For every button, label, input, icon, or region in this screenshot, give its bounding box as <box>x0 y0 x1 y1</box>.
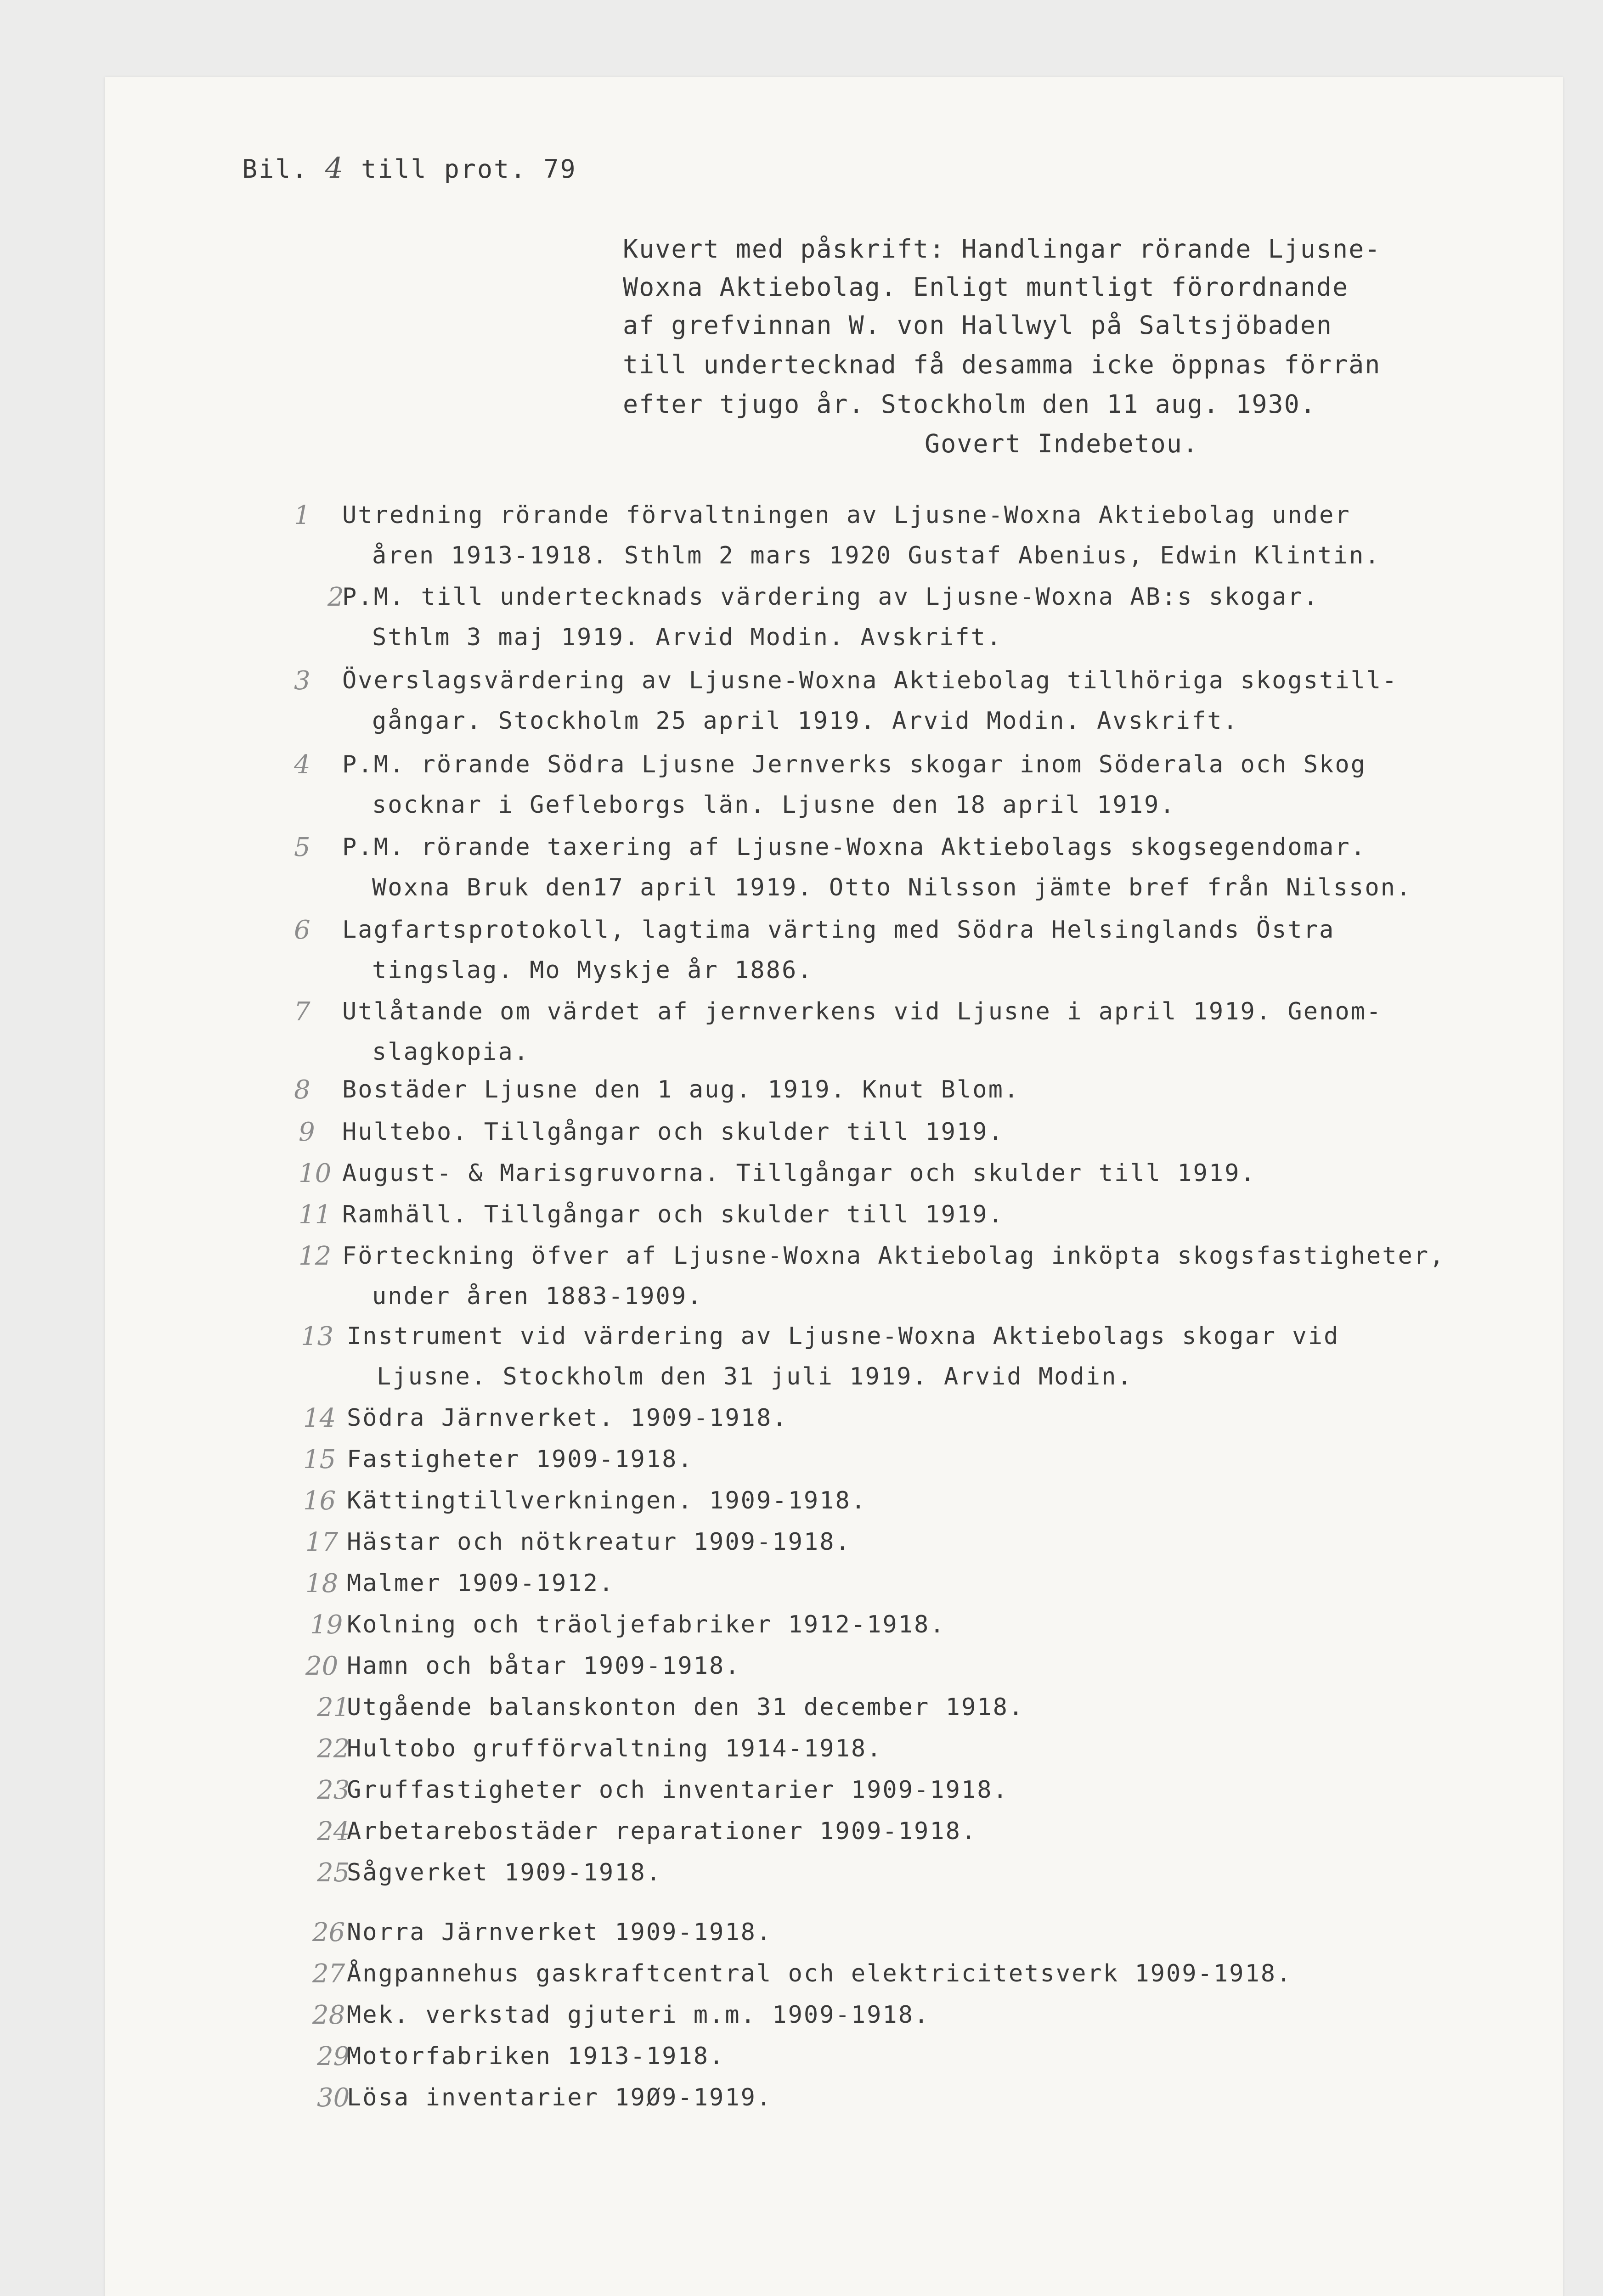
item-number: 5 <box>294 833 310 862</box>
header-line: Woxna Aktiebolag. Enligt muntligt förordnande <box>623 272 1349 302</box>
item-number: 4 <box>294 750 310 780</box>
item-number: 23 <box>317 1775 350 1805</box>
item-text-continuation: under åren 1883-1909. <box>372 1283 703 1310</box>
item-text: Fastigheter 1909-1918. <box>347 1446 694 1473</box>
item-number: 24 <box>317 1817 350 1846</box>
item-text: Utlåtande om värdet af jernverkens vid Ljusne i april 1919. Genom- <box>342 998 1383 1025</box>
item-text-continuation: åren 1913-1918. Sthlm 2 mars 1920 Gustaf Abenius, Edwin Klintin. <box>372 542 1381 569</box>
item-number: 30 <box>317 2083 350 2113</box>
item-text: P.M. rörande taxering af Ljusne-Woxna Aktiebolags skogsegendomar. <box>342 833 1366 861</box>
item-number: 6 <box>294 915 310 945</box>
item-text: Mek. verkstad gjuteri m.m. 1909-1918. <box>347 2001 930 2029</box>
item-number: 13 <box>301 1322 334 1351</box>
title-suffix: till prot. 79 <box>361 154 577 184</box>
item-text-continuation: slagkopia. <box>372 1038 530 1066</box>
item-number: 8 <box>294 1075 310 1105</box>
item-number: 19 <box>310 1610 343 1640</box>
item-number: 1 <box>294 501 310 530</box>
item-text: Norra Järnverket 1909-1918. <box>347 1919 773 1946</box>
item-text: Malmer 1909-1912. <box>347 1570 615 1597</box>
item-text: Överslagsvärdering av Ljusne-Woxna Aktiebolag tillhöriga skogstill- <box>342 667 1398 694</box>
item-number: 11 <box>299 1200 332 1230</box>
item-text: Lösa inventarier 19Ø9-1919. <box>347 2084 773 2111</box>
item-text: August- & Marisgruvorna. Tillgångar och skulder till 1919. <box>342 1159 1256 1187</box>
item-text: Lagfartsprotokoll, lagtima värting med Södra Helsinglands Östra <box>342 916 1335 944</box>
signature-line: Govert Indebetou. <box>925 429 1199 458</box>
title-reference <box>242 148 577 189</box>
item-text: Hamn och båtar 1909-1918. <box>347 1652 741 1680</box>
item-text-continuation: Sthlm 3 maj 1919. Arvid Modin. Avskrift. <box>372 624 1003 651</box>
item-number: 2 <box>327 582 344 612</box>
item-text: Utredning rörande förvaltningen av Ljusne-Woxna Aktiebolag under <box>342 501 1351 529</box>
item-number: 26 <box>312 1918 345 1947</box>
item-number: 17 <box>305 1527 339 1557</box>
header-line: Kuvert med påskrift: Handlingar rörande Ljusne- <box>623 234 1381 264</box>
item-text: Södra Järnverket. 1909-1918. <box>347 1404 788 1432</box>
item-text-continuation: Ljusne. Stockholm den 31 juli 1919. Arvid Modin. <box>377 1363 1133 1390</box>
item-text: Hästar och nötkreatur 1909-1918. <box>347 1528 851 1556</box>
item-text-continuation: tingslag. Mo Myskje år 1886. <box>372 957 813 984</box>
item-number: 7 <box>294 997 310 1027</box>
item-number: 22 <box>317 1734 350 1764</box>
item-number: 15 <box>303 1445 336 1474</box>
item-text: Arbetarebostäder reparationer 1909-1918. <box>347 1818 977 1845</box>
item-number: 20 <box>305 1651 339 1681</box>
header-line: efter tjugo år. Stockholm den 11 aug. 1930. <box>623 389 1316 419</box>
item-number: 14 <box>303 1403 336 1433</box>
item-number: 16 <box>303 1486 336 1516</box>
item-text: P.M. till undertecknads värdering av Ljusne-Woxna AB:s skogar. <box>342 583 1320 611</box>
item-number: 27 <box>312 1959 345 1989</box>
item-number: 10 <box>299 1159 332 1188</box>
title-prefix: Bil. <box>242 154 309 184</box>
item-text-continuation: gångar. Stockholm 25 april 1919. Arvid Modin. Avskrift. <box>372 707 1239 735</box>
item-text: Hultobo grufförvaltning 1914-1918. <box>347 1735 883 1762</box>
item-text: Hultebo. Tillgångar och skulder till 1919. <box>342 1118 1004 1146</box>
item-number: 12 <box>299 1241 332 1271</box>
header-line: af grefvinnan W. von Hallwyl på Saltsjöbaden <box>623 310 1332 340</box>
item-text-continuation: Woxna Bruk den17 april 1919. Otto Nilsson jämte bref från Nilsson. <box>372 874 1412 901</box>
item-number: 9 <box>299 1117 315 1147</box>
item-text: Bostäder Ljusne den 1 aug. 1919. Knut Blom. <box>342 1076 1020 1103</box>
item-text: Instrument vid värdering av Ljusne-Woxna Aktiebolags skogar vid <box>347 1322 1340 1350</box>
item-text: Kättingtillverkningen. 1909-1918. <box>347 1487 867 1514</box>
item-text: Ramhäll. Tillgångar och skulder till 1919. <box>342 1201 1004 1228</box>
item-text: Utgående balanskonton den 31 december 1918. <box>347 1694 1025 1721</box>
item-number: 18 <box>305 1569 339 1598</box>
item-number: 29 <box>317 2042 350 2071</box>
item-text: Kolning och träoljefabriker 1912-1918. <box>347 1611 946 1638</box>
handwritten-number: 4 <box>325 151 345 185</box>
item-text: Ångpannehus gaskraftcentral och elektricitetsverk 1909-1918. <box>347 1960 1293 1987</box>
item-text: Motorfabriken 1913-1918. <box>347 2043 725 2070</box>
item-text: Sågverket 1909-1918. <box>347 1859 662 1886</box>
item-number: 28 <box>312 2000 345 2030</box>
item-text-continuation: socknar i Gefleborgs län. Ljusne den 18 april 1919. <box>372 791 1176 819</box>
item-number: 3 <box>294 666 310 696</box>
item-text: Förteckning öfver af Ljusne-Woxna Aktiebolag inköpta skogsfastigheter, <box>342 1242 1445 1270</box>
item-number: 21 <box>317 1693 350 1722</box>
item-number: 25 <box>317 1858 350 1888</box>
header-line: till undertecknad få desamma icke öppnas förrän <box>623 350 1381 379</box>
item-text: P.M. rörande Södra Ljusne Jernverks skogar inom Söderala och Skog <box>342 751 1366 778</box>
item-text: Gruffastigheter och inventarier 1909-1918. <box>347 1776 1009 1804</box>
